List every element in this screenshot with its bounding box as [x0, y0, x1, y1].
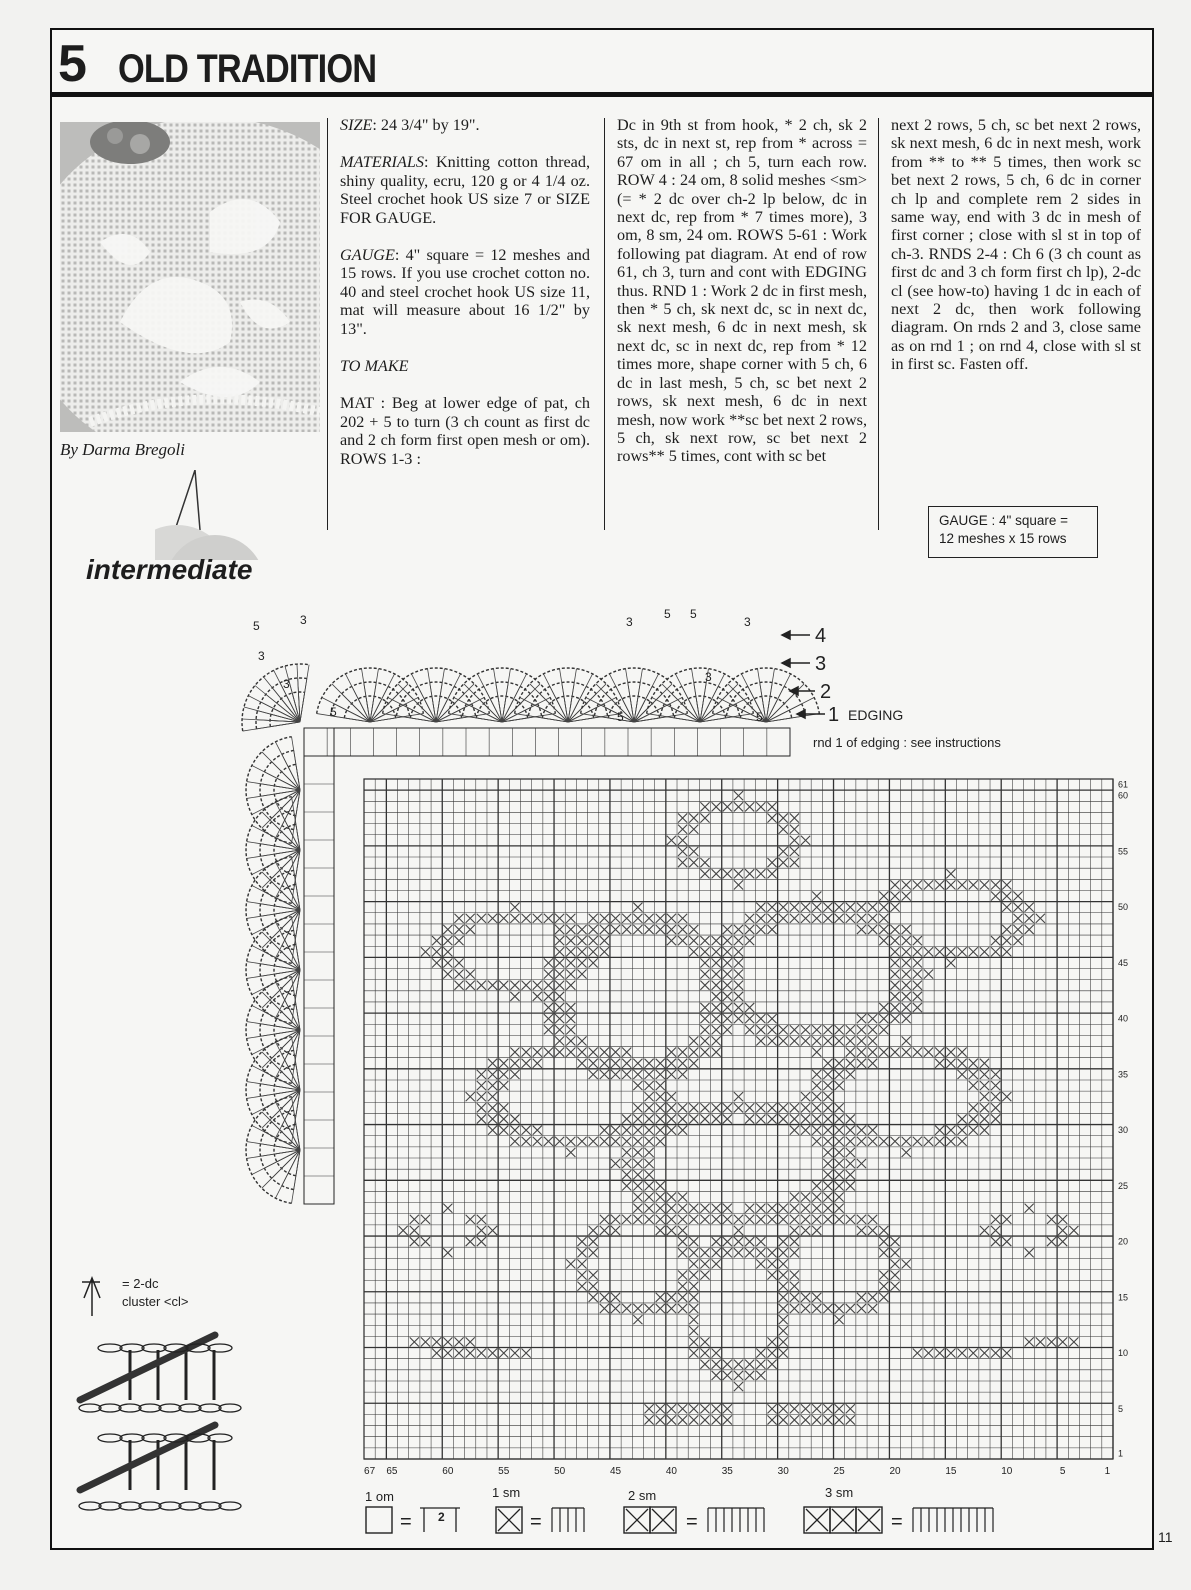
chain-stitch [139, 1404, 161, 1412]
cluster-label: = 2-dc [122, 1276, 159, 1291]
edging-chain-loop [647, 668, 754, 714]
cluster-symbol [82, 1278, 100, 1316]
y-tick-label: 60 [1118, 790, 1129, 801]
edging-chain-loop [274, 824, 296, 875]
edging-stitch [300, 665, 309, 722]
legend-om-label: 1 om [365, 1489, 394, 1504]
edging-stitch [262, 872, 300, 910]
edging-chain-loop [260, 810, 294, 889]
edging-stitch [262, 1052, 300, 1090]
loop [98, 1344, 122, 1352]
chain-count: 5 [617, 710, 624, 724]
edging-chain-loop [260, 1050, 294, 1129]
chain-stitch [79, 1502, 101, 1510]
legend-1sm-label: 1 sm [492, 1485, 521, 1500]
x-tick-label: 65 [386, 1466, 398, 1477]
edging-stitch [243, 722, 300, 731]
edging-chain-loop [274, 944, 296, 995]
chain-stitch [199, 1502, 221, 1510]
round-label-4: 4 [815, 625, 827, 647]
edging-chain-loop [581, 668, 688, 714]
chain-stitch [219, 1502, 241, 1510]
edging-chain-loop [383, 668, 490, 714]
edging-stitch [262, 850, 300, 888]
edging-stitch [263, 677, 300, 722]
edging-chain-loop [246, 857, 292, 964]
edging-label: EDGING [848, 707, 904, 723]
edging-chain-loop [260, 750, 294, 829]
chain-stitch [119, 1502, 141, 1510]
edging-chain-loop [274, 1064, 296, 1115]
chain-stitch [99, 1404, 121, 1412]
edging-stitch [262, 970, 300, 1008]
equals-sign: = [891, 1511, 903, 1533]
equals-sign: = [686, 1511, 698, 1533]
edging-top-row [304, 728, 790, 756]
edging-stitch [464, 684, 502, 722]
loop [120, 1344, 144, 1352]
edging-chain-loop [246, 797, 292, 904]
legend-cross [652, 1509, 674, 1531]
legend-cross [626, 1509, 648, 1531]
col2-text: Dc in 9th st from hook, * 2 ch, sk 2 sts, dc in next st, rep from * across = 67 om in all ; ch 5, turn each row. ROW 4 : 24 om, 8 solid meshes <sm> (= * 2 dc over ch-2 lp below, dc in next dc, rep from * 7 times more), 3 om, 8 sm, 24 om. ROWS 5-61 : Work following pat diagram. At end of row 61, ch 3, turn and cont with EDGING thus. RND 1 : Work 2 dc in first mesh, then * 5 ch, sk next dc, sc in next dc, sk next mesh, 6 dc in next mesh, sk next dc, sc in next dc, rep from * 12 times more, shape corner with 5 ch, 6 dc in last mesh, 5 ch, sc bet next 2 rows, sk next mesh, 6 dc in next mesh, now work **sc bet next 2 rows, 5 ch, sk next row, sc bet next 2 rows** 5 times, cont with sc bet [617, 116, 867, 466]
edging-chain-loop [246, 1037, 292, 1144]
x-tick-label: 45 [609, 1466, 622, 1477]
y-tick-label: 55 [1118, 846, 1129, 857]
chain-stitch [99, 1502, 121, 1510]
edging-stitch [662, 684, 700, 722]
y-tick-labels [1118, 780, 1128, 1459]
legend-cross [806, 1509, 828, 1531]
chain-stitch [159, 1502, 181, 1510]
chain-stitch [119, 1404, 141, 1412]
loop [208, 1344, 232, 1352]
x-tick-label: 30 [777, 1466, 789, 1477]
edging-stitch [502, 684, 540, 722]
chain-count: 5 [690, 607, 697, 621]
round-label-1: 1 [828, 704, 840, 726]
edging-chain-loop [515, 668, 622, 714]
edging-stitch [634, 684, 672, 722]
chain-count: 3 [258, 649, 265, 663]
edging-stitch [262, 752, 300, 790]
legend-3sm-label: 3 sm [825, 1485, 854, 1500]
pattern-number: 5 [58, 35, 87, 93]
edging-stitch [262, 1150, 300, 1188]
x-tick-label: 20 [889, 1466, 901, 1477]
edging-chain-loop [274, 764, 296, 815]
size-text: : 24 3/4" by 19". [372, 116, 480, 134]
designer-credit: By Darma Bregoli [60, 440, 185, 459]
col3-text: next 2 rows, 5 ch, sc bet next 2 rows, sk next mesh, 6 dc in next mesh, work from ** to ** 5 times, then work sc bet next 2 rows, 5 ch, 6 dc in corner ch lp and complete rem 2 sides in same way, end with 3 dc in mesh of first corner ; close with sl st in top of ch-3. RNDS 2-4 : Ch 6 (3 ch count as first dc and 3 ch form first ch lp), 2-dc cl (see how-to) having 1 dc in each of next 2 dc, then work following diagram. On rnds 2 and 3, close same as on rnd 1 ; on rnd 4, close with sl st in first sc. Fasten off. [891, 116, 1141, 374]
edging-stitch [700, 684, 738, 722]
legend-cross [832, 1509, 854, 1531]
edging-chain-loop [246, 977, 292, 1084]
x-tick-label: 50 [554, 1466, 566, 1477]
gauge-box-line-2: 12 meshes x 15 rows [939, 531, 1067, 546]
edging-stitch [332, 684, 370, 722]
chain-count: 5 [664, 607, 671, 621]
gauge-text: : 4" square = 12 meshes and 15 rows. If you use crochet cotton no. 40 and steel crochet hook US size 11, mat will measure about 16 1/2" by 13". [340, 246, 590, 338]
chain-count: 3 [300, 613, 307, 627]
cluster-label-2: cluster <cl> [122, 1294, 189, 1309]
edging-chain-loop [274, 1004, 296, 1055]
y-tick-label: 30 [1118, 1125, 1129, 1136]
to-make-label: TO MAKE [340, 357, 409, 376]
chain-stitch [199, 1404, 221, 1412]
filet-chart [364, 779, 1113, 1459]
pattern-title: OLD TRADITION [118, 47, 377, 91]
edging-chain-loop [449, 668, 556, 714]
chain-count: 3 [626, 615, 633, 629]
y-tick-label: 15 [1118, 1292, 1129, 1303]
chain-stitch [219, 1404, 241, 1412]
edging-chain-loop [246, 1097, 292, 1204]
edging-stitch [262, 1112, 300, 1150]
equals-sign: = [400, 1511, 412, 1533]
edging-stitch [255, 685, 300, 722]
chain-count: 3 [705, 670, 712, 684]
round-label-2: 2 [820, 681, 832, 703]
loop [142, 1434, 166, 1442]
hook-illustration [79, 1335, 241, 1510]
edging-chain-loop [260, 870, 294, 949]
size-label: SIZE [340, 116, 373, 134]
edging-chain-loop [260, 990, 294, 1069]
edging-stitch [262, 790, 300, 828]
x-tick-labels [364, 1466, 1111, 1477]
legend-cross [858, 1509, 880, 1531]
edging-left-column [304, 728, 334, 1204]
edging-stitch [262, 812, 300, 850]
edging-stitch [262, 1030, 300, 1068]
edging-chain-loop [246, 737, 292, 844]
edging-stitch [530, 684, 568, 722]
edging-stitch [262, 992, 300, 1030]
edging-chain-loop [274, 1124, 296, 1175]
x-tick-label: 25 [833, 1466, 845, 1477]
legend-cross [498, 1509, 520, 1531]
chain-count: 3 [283, 677, 290, 691]
legend-2sm-label: 2 sm [628, 1488, 657, 1503]
chain-stitch [139, 1502, 161, 1510]
x-tick-label: 55 [498, 1466, 510, 1477]
chain-count: 3 [744, 615, 751, 629]
y-tick-label: 50 [1118, 902, 1129, 913]
loop [142, 1344, 166, 1352]
chain-stitch [179, 1404, 201, 1412]
page-number: 11 [1158, 1529, 1173, 1545]
edging-stitch [262, 910, 300, 948]
y-tick-label: 25 [1118, 1180, 1129, 1191]
equals-sign: = [530, 1511, 542, 1533]
edging-stitch [398, 684, 436, 722]
edging-stitch [596, 684, 634, 722]
edging-chain-loop [246, 917, 292, 1024]
skill-level: intermediate [86, 554, 253, 585]
x-tick-label: 35 [721, 1466, 733, 1477]
y-tick-label: 5 [1118, 1403, 1124, 1414]
y-tick-label: 61 [1118, 779, 1129, 790]
y-tick-label: 35 [1118, 1069, 1129, 1080]
edging-stitch [370, 684, 408, 722]
y-tick-label: 20 [1118, 1236, 1129, 1247]
edging-stitch [436, 684, 474, 722]
rnd1-note: rnd 1 of edging : see instructions [813, 735, 1001, 750]
chain-count: 5 [253, 619, 260, 633]
mat-text: MAT : Beg at lower edge of pat, ch 202 + 5 to turn (3 ch count as first dc and 2 ch form first open mesh or om). ROWS 1-3 : [340, 394, 590, 468]
chain-stitch [179, 1502, 201, 1510]
edging-chain-loop [274, 884, 296, 935]
edging-stitch [262, 932, 300, 970]
edging-chain-loop [260, 1110, 294, 1189]
y-tick-label: 1 [1118, 1448, 1124, 1459]
chain-stitch [159, 1404, 181, 1412]
legend-om-chain-digit: 2 [438, 1510, 445, 1524]
chain-count: 5 [756, 710, 763, 724]
chain-count: 5 [330, 705, 337, 719]
edging-stitch [568, 684, 606, 722]
x-tick-label: 40 [665, 1466, 677, 1477]
gauge-box-line-1: GAUGE : 4" square = [939, 513, 1068, 528]
legend-open-mesh [366, 1507, 392, 1533]
y-tick-label: 40 [1118, 1013, 1129, 1024]
materials-text: : Knitting cotton thread, shiny quality, ecru, 120 g or 4 1/4 oz. Steel crochet hook US size 7 or SIZE FOR GAUGE. [340, 153, 590, 227]
x-tick-label: 5 [1059, 1466, 1066, 1477]
y-tick-label: 10 [1118, 1348, 1129, 1359]
chain-stitch [79, 1404, 101, 1412]
x-tick-label: 15 [945, 1466, 957, 1477]
edging-chain-loop [260, 930, 294, 1009]
gauge-label: GAUGE [340, 246, 395, 265]
loop [208, 1434, 232, 1442]
loop [120, 1434, 144, 1442]
x-tick-label: 1 [1104, 1466, 1111, 1477]
x-tick-label: 67 [364, 1466, 376, 1477]
edging-stitch [262, 1090, 300, 1128]
materials-label: MATERIALS [340, 153, 424, 172]
y-tick-label: 45 [1118, 957, 1129, 968]
x-tick-label: 60 [442, 1466, 454, 1477]
loop [98, 1434, 122, 1442]
legend-symbols [366, 1507, 993, 1533]
x-tick-label: 10 [1001, 1466, 1013, 1477]
round-label-3: 3 [815, 653, 827, 675]
